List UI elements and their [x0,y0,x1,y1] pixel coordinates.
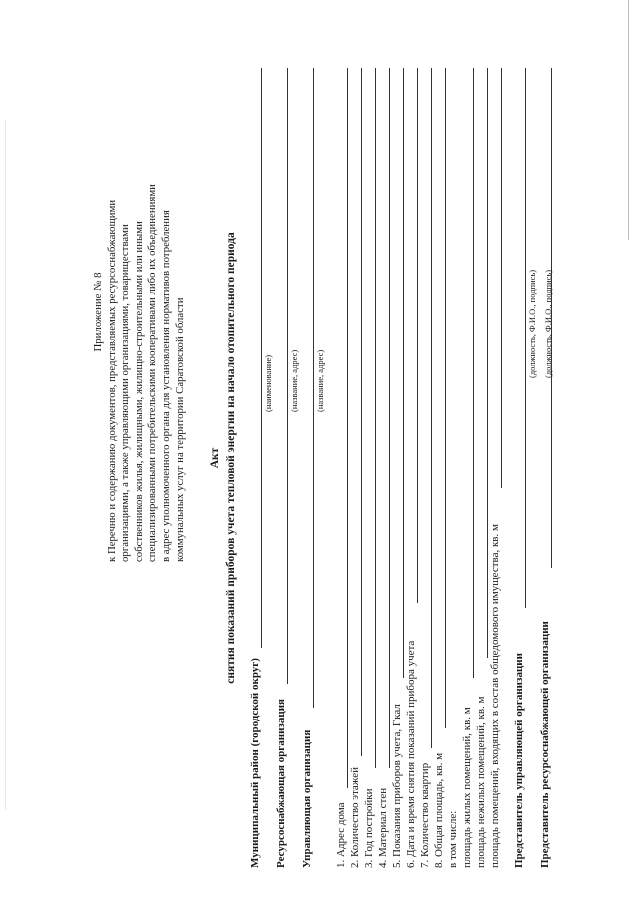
appendix-line-3: собственников жилья, жилищными, жилищно-строительными или иными [132,221,145,562]
item-total-area-label: 8. Общая площадь, кв. м [433,752,445,868]
signature-supply-label: Представитель ресурсоснабжающей организации [539,621,551,868]
subitems-intro: в том числе: [447,810,459,868]
item-address-label: 1. Адрес дома [335,802,347,868]
municipal-district-label: Муниципальный район (городской округ) [249,658,261,868]
municipal-district-field[interactable] [261,68,262,648]
appendix-title: Приложение № 8 [92,272,104,352]
signature-management-caption: (должность, Ф.И.О., подпись) [527,269,537,378]
appendix-line-2: организациями, а также управляющими организациями, товариществами [119,224,132,562]
item-datetime-field[interactable] [417,68,418,603]
management-org-field[interactable] [313,68,314,708]
appendix-line-5: в адрес уполномоченного органа для установления нормативов потребления [159,210,172,562]
item-readings-field[interactable] [403,68,404,678]
item-floors-label: 2. Количество этажей [349,766,361,868]
document-page [84,38,554,868]
supply-org-caption: (название, адрес) [289,349,299,412]
signature-management-label: Представитель управляющей организации [513,653,525,868]
subitem-nonresidential-label: площадь нежилых помещений, кв. м [475,696,487,868]
appendix-line-6: коммунальных услуг на территории Саратовской области [173,297,186,562]
signature-supply-caption: (должность, Ф.И.О., подпись) [543,269,553,378]
scan-edge-left [5,120,6,810]
appendix-line-4: специализированными потребительскими кооперативами либо их объединениями [146,184,159,562]
subitem-common-area-field[interactable] [501,68,502,488]
item-walls-label: 4. Материал стен [377,787,389,868]
scan-edge-right [628,0,629,240]
municipal-district-caption: (наименование) [263,354,273,412]
supply-org-field[interactable] [287,68,288,684]
item-year-label: 3. Год постройки [363,788,375,868]
supply-org-label: Ресурсоснабжающая организация [275,699,287,868]
act-subtitle: снятия показаний приборов учета тепловой энергии на начало отопительного периода [225,232,237,684]
signature-management-field[interactable] [525,68,526,608]
item-readings-label: 5. Показания приборов учета, Гкал [391,704,403,868]
item-year-field[interactable] [375,68,376,768]
item-datetime-label: 6. Дата и время снятия показаний прибора учета [405,640,417,868]
appendix-block [92,62,187,562]
management-org-caption: (название, адрес) [315,349,325,412]
subitem-residential-label: площадь жилых помещений, кв. м [461,707,473,868]
item-floors-field[interactable] [361,68,362,756]
management-org-label: Управляющая организация [301,729,313,868]
appendix-line-1: к Перечню и содержанию документов, представляемых ресурсоснабжающими [105,199,118,562]
item-apartments-field[interactable] [431,68,432,748]
item-apartments-label: 7. Количество квартир [419,762,431,868]
subitem-residential-field[interactable] [473,68,474,678]
act-title: Акт [209,447,221,469]
item-total-area-field[interactable] [445,68,446,728]
subitem-common-area-label: площадь помещений, входящих в состав общедомового имущества, кв. м [489,524,501,868]
item-address-field[interactable] [347,68,348,788]
item-walls-field[interactable] [389,68,390,768]
subitem-nonresidential-field[interactable] [487,68,488,658]
